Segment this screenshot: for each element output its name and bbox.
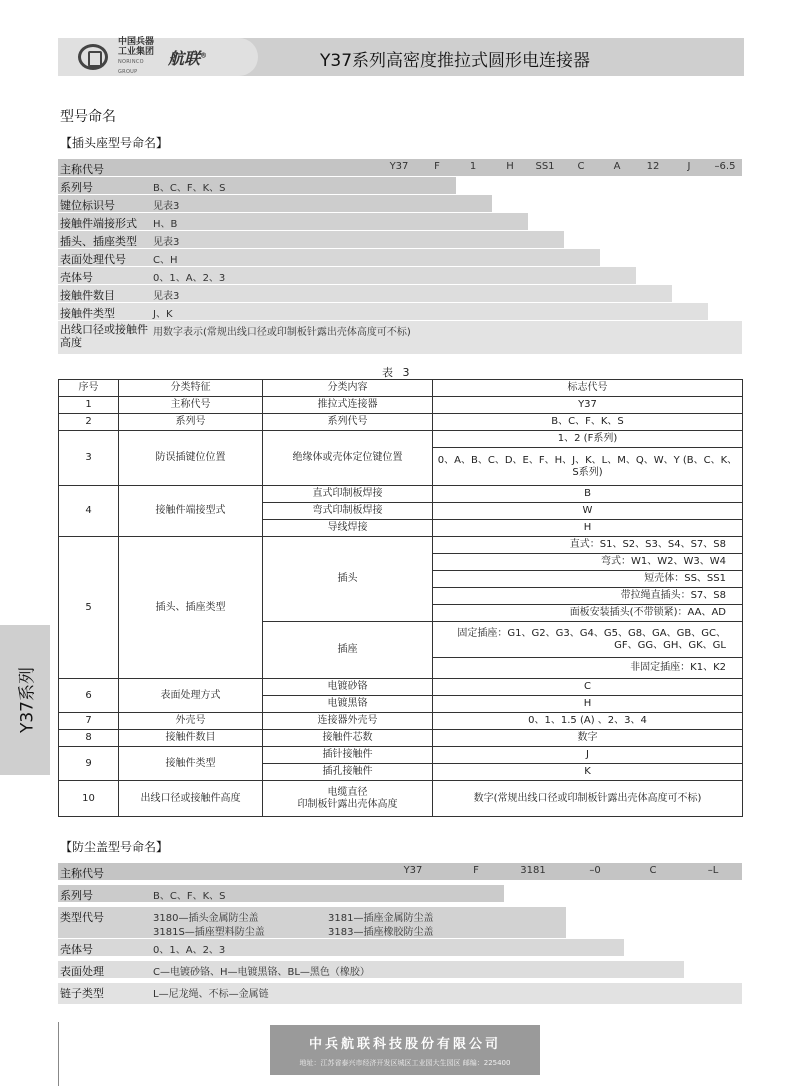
- table-row: 导线焊接 H: [59, 520, 743, 537]
- table-row: 2 系列号 系列代号 B、C、F、K、S: [59, 414, 743, 431]
- naming-row: 接触件类型 J、K: [58, 302, 708, 320]
- cap-naming-title: 【防尘盖型号命名】: [60, 840, 169, 854]
- page-title: Y37系列高密度推拉式圆形电连接器: [320, 51, 591, 71]
- naming-row: 壳体号 0、1、A、2、3: [58, 938, 624, 956]
- page-header: [58, 38, 744, 76]
- table-row: 3 防误插键位位置 绝缘体或壳体定位键位置 1、2 (F系列): [59, 431, 743, 448]
- code-series: F: [434, 161, 440, 172]
- table-row: 弯式印制板焊接 W: [59, 503, 743, 520]
- code-contacts: 12: [646, 161, 660, 172]
- classification-table: [58, 379, 743, 817]
- naming-row: 系列号 B、C、F、K、S: [58, 884, 504, 902]
- code-shell: A: [613, 161, 621, 172]
- table-row: 7 外壳号 连接器外壳号 0、1、1.5 (A) 、2、3、4: [59, 713, 743, 730]
- table-row: 带拉绳直插头：S7、S8: [59, 588, 743, 605]
- naming-row: 壳体号 0、1、A、2、3: [58, 266, 636, 284]
- code-finish: C: [577, 161, 585, 172]
- company-address: 地址：江苏省泰兴市经济开发区城区工业园大生园区 邮编：225400: [299, 1059, 511, 1067]
- table-row: 电镀黑铬 H: [59, 696, 743, 713]
- table-row: 5 插头、插座类型 插头 直式：S1、S2、S3、S4、S7、S8: [59, 537, 743, 554]
- table-row: 插孔接触件 K: [59, 764, 743, 781]
- section-title: 型号命名: [60, 109, 116, 125]
- code-contact-type: J: [687, 161, 691, 172]
- page-footer: [270, 1025, 540, 1075]
- logo-brand: 航联®: [168, 48, 208, 68]
- plug-naming-grid: [58, 158, 742, 356]
- naming-row: 出线口径或接触件高度 用数字表示(常规出线口径或印制板针露出壳体高度可不标): [58, 320, 742, 354]
- table-row: 4 接触件端接型式 直式印制板焊接 B: [59, 486, 743, 503]
- naming-row: 类型代号 3180—插头金属防尘盖 3181—插座金属防尘盖 3181S—插座塑料防尘盖 3183—插座橡胶防尘盖: [58, 906, 566, 938]
- table-row: 6 表面处理方式 电镀砂铬 C: [59, 679, 743, 696]
- table-caption: 表 3: [382, 366, 413, 379]
- code-finish: C: [649, 865, 657, 876]
- table-row: 0、A、B、C、D、E、F、H、J、K、L、M、Q、W、Y (B、C、K、S系列): [59, 448, 743, 486]
- table-row: 9 接触件类型 插针接触件 J: [59, 747, 743, 764]
- table-row: 10 出线口径或接触件高度 电缆直径 印制板针露出壳体高度 数字(常规出线口径或印制板针露出壳体高度可不标): [59, 781, 743, 817]
- code-shell: –0: [589, 865, 601, 876]
- naming-row: 表面处理代号 C、H: [58, 248, 600, 266]
- table-row: 1 主称代号 推拉式连接器 Y37: [59, 397, 743, 414]
- code-chain: –L: [707, 865, 719, 876]
- company-logo: [58, 38, 258, 76]
- code-termination: H: [506, 161, 514, 172]
- company-name: 中兵航联科技股份有限公司: [308, 1037, 501, 1052]
- table-header-row: 序号 分类特征 分类内容 标志代号: [59, 380, 743, 397]
- code-main: Y37: [403, 865, 423, 876]
- code-main: Y37: [389, 161, 409, 172]
- table-row: 面板安装插头(不带锁紧)：AA、AD: [59, 605, 743, 622]
- logo-group-name: 中国兵器 工业集团 NORINCO GROUP: [118, 37, 155, 75]
- logo-emblem-icon: [78, 44, 108, 70]
- code-key: 1: [469, 161, 477, 172]
- table-row: 弯式：W1、W2、W3、W4: [59, 554, 743, 571]
- naming-row: 主称代号 Y37 F 1 H SS1 C A 12 J –6.5: [58, 158, 742, 176]
- naming-row: 接触件端接形式 H、B: [58, 212, 528, 230]
- table-row: 短壳体：SS、SS1: [59, 571, 743, 588]
- code-type: 3181: [520, 865, 546, 876]
- margin-line: [58, 1022, 59, 1086]
- plug-naming-title: 【插头座型号命名】: [60, 136, 169, 150]
- code-type: SS1: [535, 161, 555, 172]
- naming-row: 键位标识号 见表3: [58, 194, 492, 212]
- table-row: 非固定插座：K1、K2: [59, 658, 743, 679]
- side-section-tab: Y37系列: [0, 625, 50, 775]
- cap-naming-grid: [58, 862, 742, 1006]
- naming-row: 插头、插座类型 见表3: [58, 230, 564, 248]
- naming-row: 接触件数目 见表3: [58, 284, 672, 302]
- naming-row: 链子类型 L—尼龙绳、不标—金属链: [58, 982, 742, 1004]
- code-height: –6.5: [714, 161, 736, 172]
- code-series: F: [473, 865, 479, 876]
- naming-row: 系列号 B、C、F、K、S: [58, 176, 456, 194]
- table-row: 8 接触件数目 接触件芯数 数字: [59, 730, 743, 747]
- naming-row: 主称代号 Y37 F 3181 –0 C –L: [58, 862, 742, 880]
- table-row: 插座 固定插座：G1、G2、G3、G4、G5、G8、GA、GB、GC、GF、GG、GH、GK、GL: [59, 622, 743, 658]
- naming-row: 表面处理 C—电镀砂铬、H—电镀黑铬、BL—黑色（橡胶）: [58, 960, 684, 978]
